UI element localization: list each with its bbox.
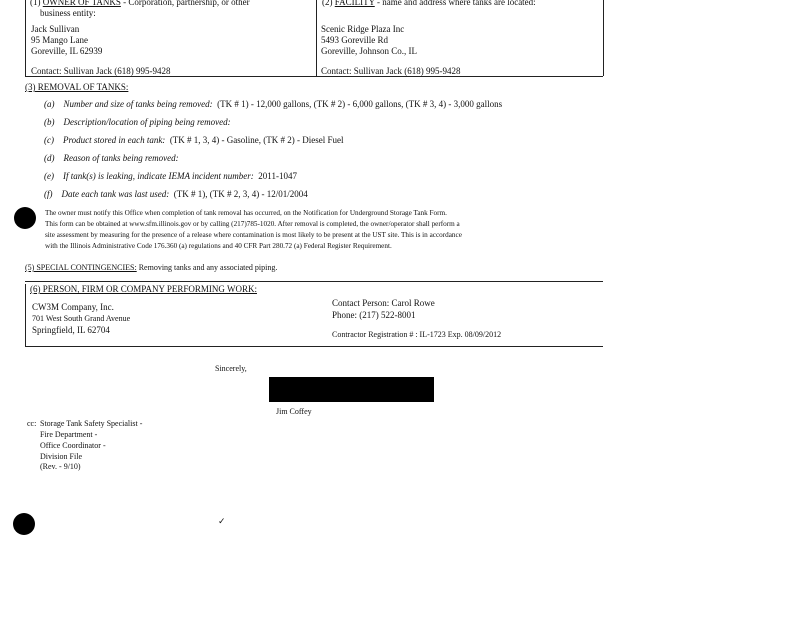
removal-item-f (44, 189, 308, 199)
box-bottom-border (25, 76, 603, 77)
item-value: (TK # 1) - 12,000 gallons, (TK # 2) - 6,000 gallons, (TK # 3, 4) - 3,000 gallons (217, 99, 503, 109)
box-left-border (25, 0, 26, 76)
item-letter: (b) (44, 117, 55, 127)
contractor-phone: Phone: (217) 522-8001 (332, 310, 416, 320)
contractor-registration: Contractor Registration # : IL-1723 Exp. 08/09/2012 (332, 330, 502, 339)
facility-address-2: Goreville, Johnson Co., IL (321, 46, 417, 56)
owner-address-1: 95 Mango Lane (31, 35, 88, 45)
signer-name: Jim Coffey (276, 407, 312, 416)
owner-heading (30, 0, 250, 7)
notice-line-2: This form can be obtained at www.sfm.illinois.gov or by calling (217)785-1020. After removal is completed, the owner/operator shall perform a (45, 220, 460, 228)
item-label: Number and size of tanks being removed: (63, 99, 213, 109)
facility-subtitle: - name and address where tanks are located: (374, 0, 536, 7)
item-label: Date each tank was last used: (61, 189, 170, 199)
facility-address-1: 5493 Goreville Rd (321, 35, 388, 45)
removal-item-c (44, 135, 344, 145)
facility-title: FACILITY (334, 0, 375, 7)
contractor-bottom-border (25, 346, 603, 347)
contingencies-text: Removing tanks and any associated piping. (136, 263, 278, 272)
owner-subtitle: - Corporation, partnership, or other (120, 0, 250, 7)
item-letter: (a) (44, 99, 55, 109)
cc-line: (Rev. - 9/10) (40, 462, 81, 471)
notice-line-4: with the Illinois Administrative Code 176.360 (a) regulations and 40 CFR Part 280.72 (a) Federal Register Requirement. (45, 242, 392, 250)
contingencies-divider (25, 281, 603, 282)
item-letter: (d) (44, 153, 55, 163)
contractor-left-border (25, 284, 26, 346)
owner-name: Jack Sullivan (31, 24, 80, 34)
cc-line: Division File (40, 452, 83, 461)
notice-line-1: The owner must notify this Office when completion of tank removal has occurred, on the Notification for Underground Storage Tank Form. (45, 209, 447, 217)
item-value: 2011-1047 (258, 171, 297, 181)
owner-number: (1) (30, 0, 41, 7)
punch-hole-top (14, 207, 36, 229)
item-value: (TK # 1), (TK # 2, 3, 4) - 12/01/2004 (173, 189, 308, 199)
punch-hole-bottom (13, 513, 35, 535)
removal-item-e (44, 171, 297, 181)
item-label: Description/location of piping being removed: (63, 117, 231, 127)
cc-label: cc: (27, 419, 37, 428)
closing-sincerely: Sincerely, (215, 364, 247, 373)
facility-heading (322, 0, 536, 7)
item-letter: (f) (44, 189, 53, 199)
owner-address-2: Goreville, IL 62939 (31, 46, 103, 56)
item-value: (TK # 1, 3, 4) - Gasoline, (TK # 2) - Diesel Fuel (169, 135, 344, 145)
removal-item-a (44, 99, 502, 109)
box-right-border (603, 0, 604, 76)
item-label: Product stored in each tank: (63, 135, 166, 145)
contingencies (25, 263, 277, 272)
contingencies-heading: (5) SPECIAL CONTINGENCIES: (25, 263, 137, 272)
item-letter: (c) (44, 135, 54, 145)
contractor-address-2: Springfield, IL 62704 (32, 325, 110, 335)
owner-subtitle-2: business entity: (40, 8, 96, 18)
item-letter: (e) (44, 171, 54, 181)
notice-line-3: site assessment by measuring for the presence of a release where contamination is most likely to be present at the UST site. This is in accordance (45, 231, 462, 239)
owner-contact: Contact: Sullivan Jack (618) 995-9428 (31, 66, 171, 76)
contractor-company: CW3M Company, Inc. (32, 302, 114, 312)
check-mark: ✓ (218, 516, 226, 526)
cc-line: Storage Tank Safety Specialist - (40, 419, 143, 428)
item-label: If tank(s) is leaking, indicate IEMA incident number: (63, 171, 254, 181)
redacted-signature (269, 377, 434, 402)
box-divider (316, 0, 317, 76)
removal-item-b (44, 117, 233, 127)
removal-heading: (3) REMOVAL OF TANKS: (25, 82, 129, 92)
item-label: Reason of tanks being removed: (63, 153, 179, 163)
facility-contact: Contact: Sullivan Jack (618) 995-9428 (321, 66, 461, 76)
contact-person: Contact Person: Carol Rowe (332, 298, 435, 308)
facility-name: Scenic Ridge Plaza Inc (321, 24, 405, 34)
owner-title: OWNER OF TANKS (42, 0, 121, 7)
removal-item-d (44, 153, 181, 163)
facility-number: (2) (322, 0, 333, 7)
cc-line: Office Coordinator - (40, 441, 106, 450)
contractor-heading: (6) PERSON, FIRM OR COMPANY PERFORMING WORK: (30, 284, 257, 294)
cc-line: Fire Department - (40, 430, 98, 439)
contractor-address-1: 701 West South Grand Avenue (32, 314, 131, 323)
